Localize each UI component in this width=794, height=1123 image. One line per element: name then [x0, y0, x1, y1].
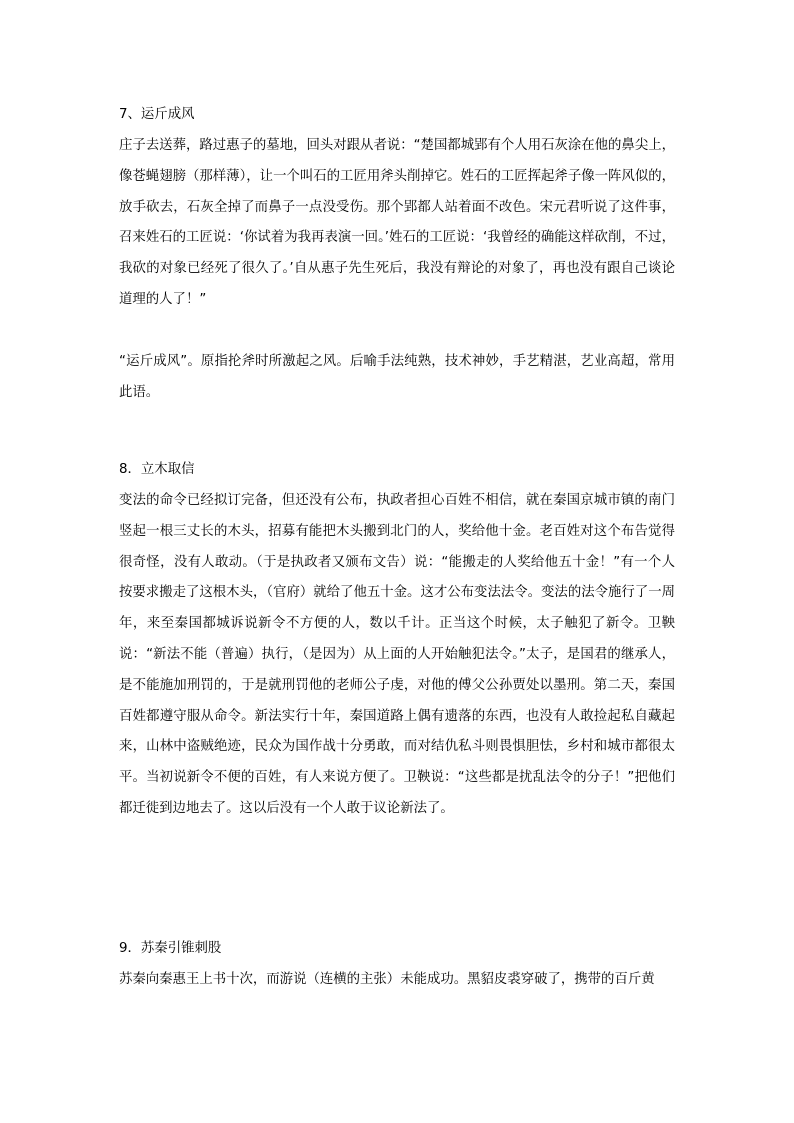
section-body-8: 变法的命令已经拟订完备，但还没有公布，执政者担心百姓不相信，就在秦国京城市镇的南门竖起一根三丈长的木头，招募有能把木头搬到北门的人，奖给他十金。老百姓对这个布告觉得很奇怪，没有人敢动。（于是执政者又颁布文告）说：“能搬走的人奖给他五十金！”有一个人按要求搬走了这根木头，（官府）就给了他五十金。这才公布变法法令。变法的法令施行了一周年，来至秦国都城诉说新令不方便的人，数以千计。正当这个时候，太子触犯了新令。卫鞅说：“新法不能（普遍）执行，（是因为）从上面的人开始触犯法令。”太子，是国君的继承人，是不能施加刑罚的，于是就刑罚他的老师公子虔，对他的傅父公孙贾处以墨刑。第二天，秦国百姓都遵守服从命令。新法实行十年，秦国道路上偶有遗落的东西，也没有人敢捡起私自藏起来，山林中盗贼绝迹，民众为国作战十分勇敢，而对结仇私斗则畏惧胆怯，乡村和城市都很太平。当初说新令不便的百姓，有人来说方便了。卫鞅说：“这些都是扰乱法令的分子！”把他们都迁徙到边地去了。这以后没有一个人敢于议论新法了。: [119, 493, 675, 816]
section-note-7: “运斤成风”。原指抡斧时所激起之风。后喻手法纯熟，技术神妙，手艺精湛，艺业高超，常用此语。: [119, 354, 675, 400]
section-heading-8: 8．立木取信: [119, 462, 195, 477]
section-heading-9: 9．苏秦引锥刺股: [119, 941, 222, 956]
section-body-7: 庄子去送葬，路过惠子的墓地，回头对跟从者说：“楚国都城郢有个人用石灰涂在他的鼻尖上，像苍蝇翅膀（那样薄），让一个叫石的工匠用斧头削掉它。姓石的工匠挥起斧子像一阵风似的，放手砍去，石灰全掉了而鼻子一点没受伤。那个郢都人站着面不改色。宋元君听说了这件事，召来姓石的工匠说：‘你试着为我再表演一回。’姓石的工匠说：‘我曾经的确能这样砍削，不过，我砍的对象已经死了很久了。’自从惠子先生死后，我没有辩论的对象了，再也没有跟自己谈论道理的人了！”: [119, 138, 675, 307]
section-body-9: 苏秦向秦惠王上书十次，而游说（连横的主张）未能成功。黑貂皮裘穿破了，携带的百斤黄: [119, 972, 655, 987]
section-heading-7: 7、运斤成风: [119, 107, 195, 122]
